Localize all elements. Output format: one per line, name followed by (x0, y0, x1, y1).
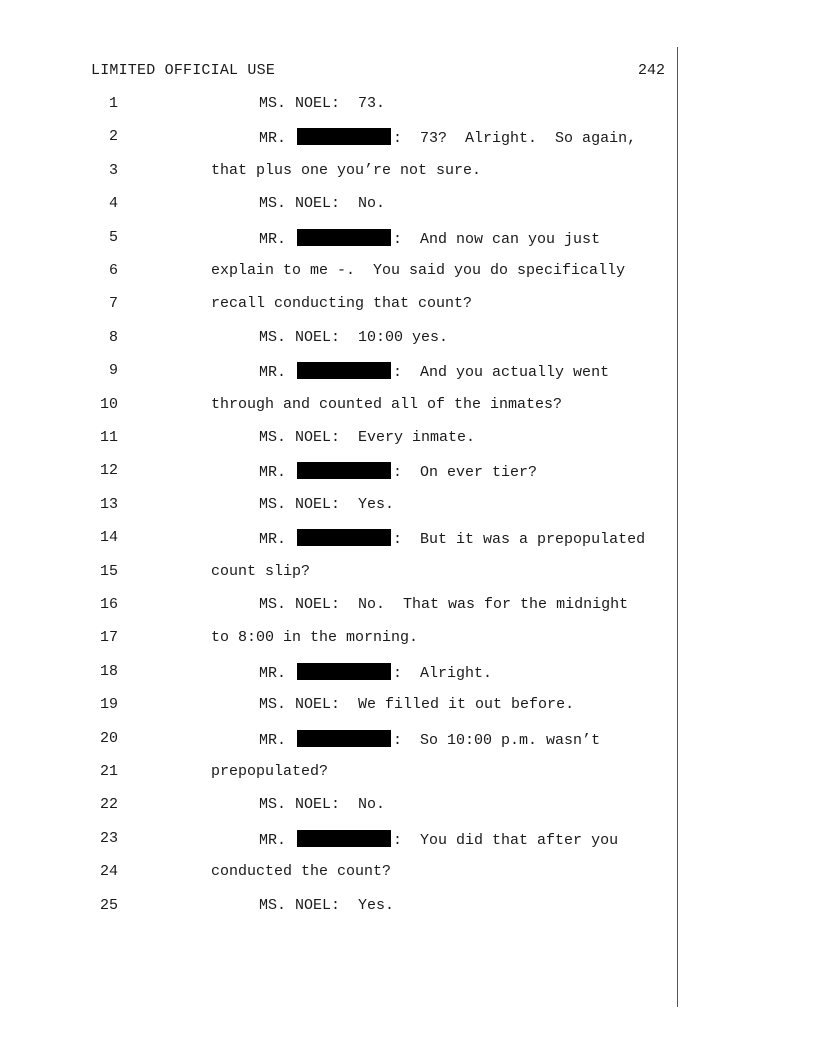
line-number: 9 (108, 362, 118, 380)
line-number: 24 (99, 863, 118, 881)
speaker-label: MR. (259, 831, 287, 849)
continuation-text (211, 262, 625, 279)
transcript-line (0, 362, 680, 382)
speaker-line (259, 95, 385, 112)
transcript-line (0, 897, 680, 917)
utterance-text: recall conducting that count? (211, 295, 473, 313)
speaker-label: MS. NOEL: (259, 429, 341, 446)
transcript-line (0, 830, 680, 850)
speaker-line (259, 529, 645, 548)
speaker-line (259, 830, 618, 849)
speaker-line (259, 897, 394, 914)
speaker-line (259, 128, 636, 147)
utterance-text: prepopulated? (211, 763, 329, 780)
utterance-text: No. That was for the midnight (358, 596, 629, 613)
utterance-text: conducted the count? (211, 863, 392, 881)
line-number: 21 (99, 763, 118, 780)
line-number: 18 (99, 662, 118, 680)
classification-header: LIMITED OFFICIAL USE (91, 62, 276, 79)
transcript-line (0, 730, 680, 750)
speaker-label: MS. NOEL: (259, 495, 341, 513)
transcript-line (0, 796, 680, 816)
utterance-text: : On ever tier? (393, 464, 538, 482)
speaker-line (259, 229, 600, 248)
line-number: 10 (99, 395, 118, 413)
utterance-text: Yes. (358, 896, 395, 914)
line-number: 2 (108, 128, 118, 146)
transcript-line (0, 629, 680, 649)
utterance-text: Every inmate. (358, 429, 476, 446)
speaker-label: MS. NOEL: (259, 896, 341, 914)
transcript-line (0, 295, 680, 315)
redaction-block (297, 128, 391, 145)
page-number: 242 (638, 62, 666, 79)
line-number: 1 (108, 95, 118, 112)
utterance-text: 10:00 yes. (358, 328, 449, 346)
redaction-block (297, 362, 391, 379)
utterance-text: No. (358, 195, 386, 213)
utterance-text: explain to me -. You said you do specifically (211, 262, 626, 279)
speaker-label: MS. NOEL: (259, 95, 341, 112)
utterance-text: Yes. (358, 495, 395, 513)
speaker-line (259, 429, 475, 446)
redaction-block (297, 730, 391, 747)
utterance-text: No. (358, 796, 386, 814)
redaction-block (297, 229, 391, 246)
speaker-label: MS. NOEL: (259, 328, 341, 346)
speaker-label: MR. (259, 664, 287, 682)
line-number: 5 (108, 228, 118, 246)
utterance-text: through and counted all of the inmates? (211, 395, 563, 413)
utterance-text: count slip? (211, 562, 311, 580)
transcript-line (0, 229, 680, 249)
speaker-label: MR. (259, 464, 287, 482)
speaker-line (259, 195, 385, 212)
continuation-text (211, 763, 328, 780)
redaction-block (297, 529, 391, 546)
line-number: 11 (99, 429, 118, 446)
line-number: 19 (99, 696, 118, 714)
transcript-line (0, 763, 680, 783)
speaker-label: MR. (259, 364, 287, 382)
line-number: 4 (108, 195, 118, 213)
transcript-line (0, 429, 680, 449)
line-number: 14 (99, 529, 118, 547)
utterance-text: We filled it out before. (358, 696, 575, 714)
redaction-block (297, 830, 391, 847)
line-number: 22 (99, 796, 118, 814)
line-number: 8 (108, 328, 118, 346)
transcript-line (0, 162, 680, 182)
speaker-label: MR. (259, 731, 287, 749)
speaker-line (259, 362, 609, 381)
continuation-text (211, 162, 481, 179)
transcript-line (0, 462, 680, 482)
line-number: 12 (99, 462, 118, 480)
speaker-label: MR. (259, 230, 287, 248)
line-number: 20 (99, 729, 118, 747)
line-number: 15 (99, 562, 118, 580)
line-number: 25 (99, 896, 118, 914)
transcript-line (0, 262, 680, 282)
line-number: 23 (99, 829, 118, 847)
continuation-text (211, 629, 418, 646)
transcript-line (0, 195, 680, 215)
speaker-label: MS. NOEL: (259, 195, 341, 213)
utterance-text: : And you actually went (393, 364, 610, 382)
continuation-text (211, 295, 472, 312)
continuation-text (211, 863, 391, 880)
speaker-label: MR. (259, 130, 287, 148)
transcript-line (0, 596, 680, 616)
transcript-line (0, 396, 680, 416)
line-number: 16 (99, 596, 118, 613)
line-number: 17 (99, 629, 118, 647)
transcript-line (0, 696, 680, 716)
utterance-text: : Alright. (393, 664, 493, 682)
transcript-line (0, 496, 680, 516)
line-number: 7 (108, 295, 118, 313)
speaker-line (259, 329, 448, 346)
utterance-text: : 73? Alright. So again, (393, 130, 637, 148)
utterance-text: : But it was a prepopulated (393, 531, 646, 549)
speaker-label: MS. NOEL: (259, 796, 341, 814)
speaker-line (259, 496, 394, 513)
transcript-line (0, 563, 680, 583)
transcript-line (0, 529, 680, 549)
utterance-text: to 8:00 in the morning. (211, 629, 419, 647)
transcript-line (0, 863, 680, 883)
utterance-text: : So 10:00 p.m. wasn’t (393, 731, 601, 749)
utterance-text: : And now can you just (393, 230, 601, 248)
transcript-line (0, 329, 680, 349)
continuation-text (211, 563, 310, 580)
speaker-line (259, 796, 385, 813)
redaction-block (297, 462, 391, 479)
continuation-text (211, 396, 562, 413)
redaction-block (297, 663, 391, 680)
speaker-line (259, 730, 600, 749)
speaker-line (259, 462, 537, 481)
speaker-label: MS. NOEL: (259, 596, 341, 613)
utterance-text: that plus one you’re not sure. (211, 161, 482, 179)
line-number: 6 (108, 262, 118, 279)
line-number: 3 (108, 161, 118, 179)
speaker-label: MS. NOEL: (259, 696, 341, 714)
speaker-line (259, 663, 492, 682)
transcript-line (0, 128, 680, 148)
transcript-line (0, 95, 680, 115)
speaker-line (259, 696, 574, 713)
utterance-text: : You did that after you (393, 831, 619, 849)
speaker-label: MR. (259, 531, 287, 549)
transcript-line (0, 663, 680, 683)
speaker-line (259, 596, 628, 613)
utterance-text: 73. (358, 95, 386, 112)
line-number: 13 (99, 495, 118, 513)
